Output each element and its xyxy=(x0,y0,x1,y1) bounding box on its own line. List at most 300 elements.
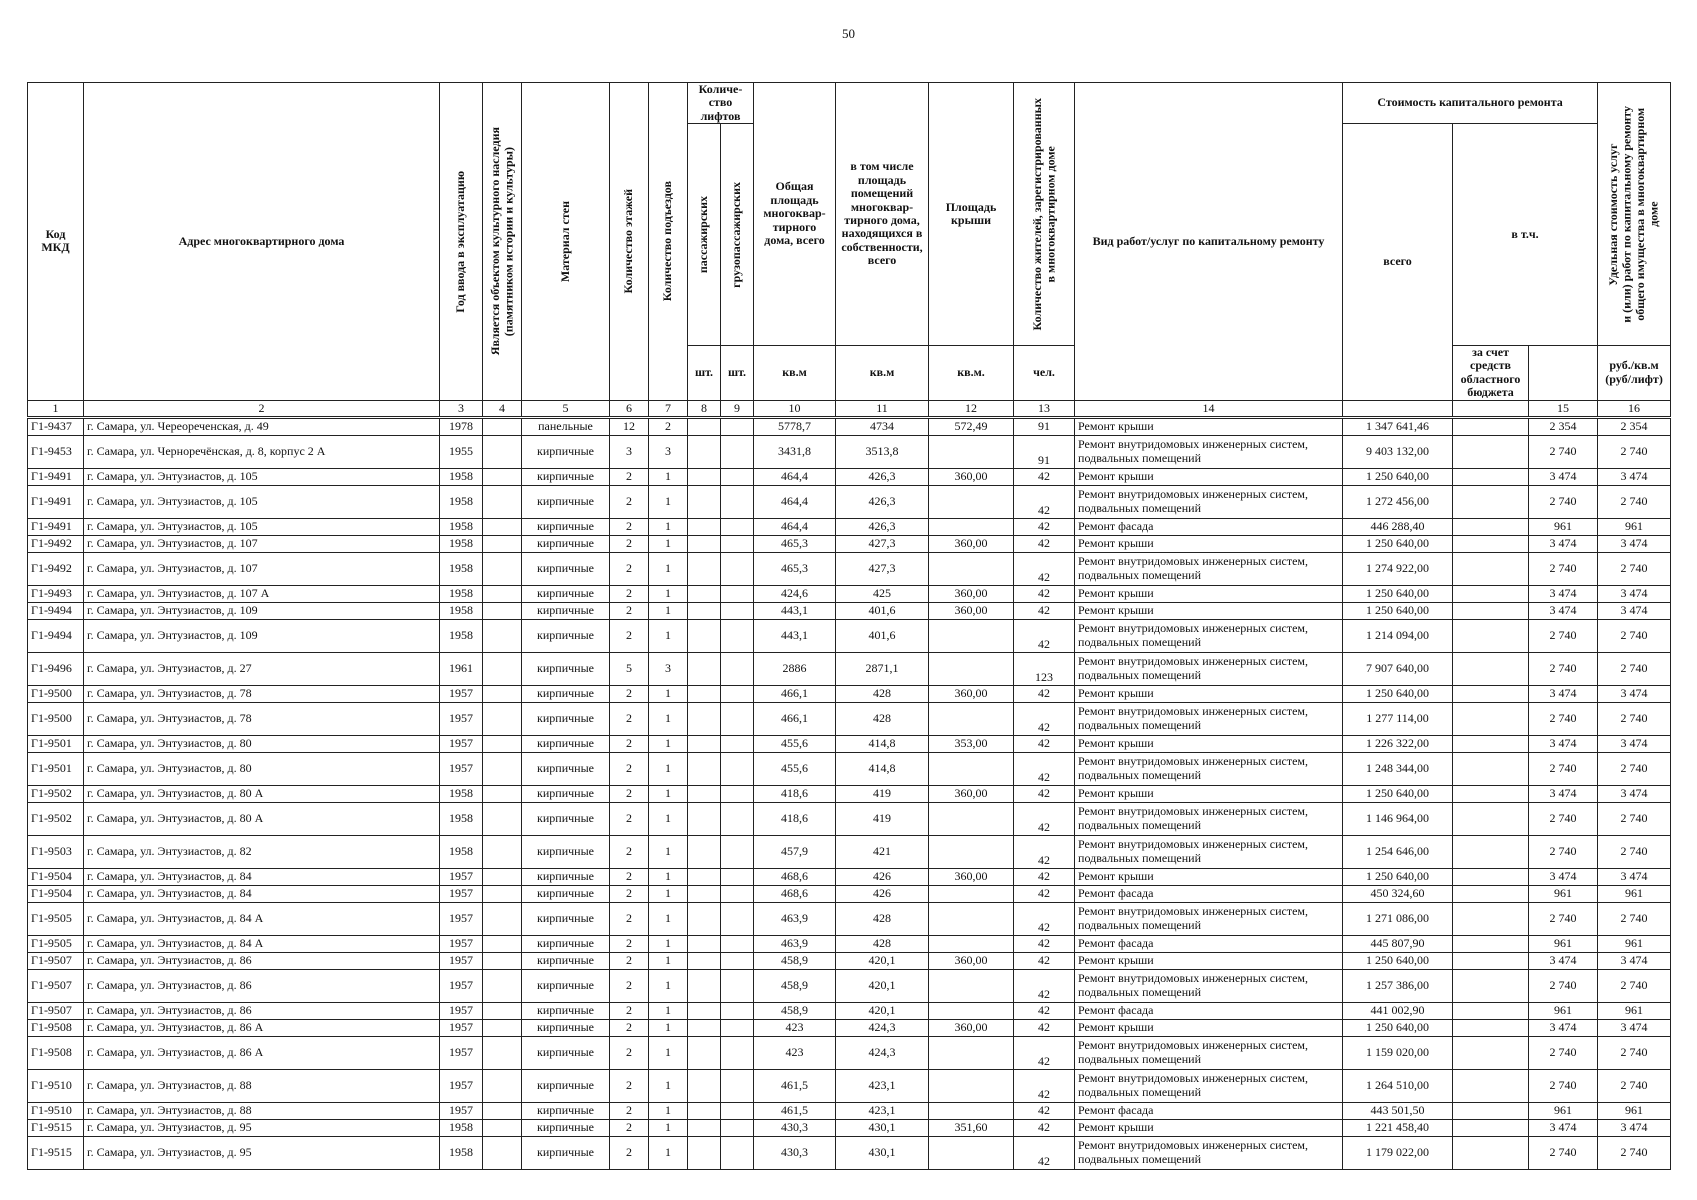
row-material: кирпичные xyxy=(522,685,610,702)
row-floors: 2 xyxy=(610,802,649,835)
row-owned-area: 401,6 xyxy=(836,602,929,619)
row-cost-total: 441 002,90 xyxy=(1343,1002,1453,1019)
row-floors: 3 xyxy=(610,435,649,468)
row-cost-total: 1 254 646,00 xyxy=(1343,835,1453,868)
row-code: Г1-9501 xyxy=(28,735,84,752)
row-entrances: 1 xyxy=(649,835,688,868)
row-lifts-pass xyxy=(688,952,721,969)
row-floors: 2 xyxy=(610,785,649,802)
row-cost-regional xyxy=(1453,1002,1529,1019)
row-floors: 2 xyxy=(610,868,649,885)
row-total-area: 430,3 xyxy=(754,1136,836,1169)
row-total-area: 424,6 xyxy=(754,585,836,602)
row-address: г. Самара, ул. Энтузиастов, д. 86 xyxy=(84,1002,440,1019)
row-residents: 42 xyxy=(1014,969,1075,1002)
row-lifts-pass xyxy=(688,902,721,935)
row-heritage xyxy=(483,1102,522,1119)
header-address: Адрес многоквартирного дома xyxy=(84,83,440,401)
row-residents: 42 xyxy=(1014,952,1075,969)
row-residents: 42 xyxy=(1014,1119,1075,1136)
row-lifts-pass xyxy=(688,735,721,752)
row-code: Г1-9504 xyxy=(28,868,84,885)
row-unit-cost: 2 740 xyxy=(1529,902,1598,935)
row-address: г. Самара, ул. Энтузиастов, д. 88 xyxy=(84,1069,440,1102)
header-lifts-cargo: грузопассажирских xyxy=(721,124,754,346)
row-code: Г1-9453 xyxy=(28,435,84,468)
row-year: 1957 xyxy=(440,952,483,969)
row-limit-cost: 3 474 xyxy=(1598,585,1671,602)
row-work-type: Ремонт крыши xyxy=(1075,735,1343,752)
row-owned-area: 414,8 xyxy=(836,752,929,785)
row-limit-cost: 2 740 xyxy=(1598,552,1671,585)
row-floors: 2 xyxy=(610,935,649,952)
row-material: кирпичные xyxy=(522,619,610,652)
row-work-type: Ремонт крыши xyxy=(1075,685,1343,702)
row-lifts-cargo xyxy=(721,585,754,602)
row-total-area: 464,4 xyxy=(754,518,836,535)
row-lifts-cargo xyxy=(721,602,754,619)
row-code: Г1-9515 xyxy=(28,1119,84,1136)
row-work-type: Ремонт внутридомовых инженерных систем, подвальных помещений xyxy=(1075,619,1343,652)
row-residents: 42 xyxy=(1014,685,1075,702)
row-lifts-cargo xyxy=(721,1036,754,1069)
row-cost-total: 1 250 640,00 xyxy=(1343,868,1453,885)
row-entrances: 1 xyxy=(649,969,688,1002)
header-lifts-pass: пассажирских xyxy=(688,124,721,346)
row-year: 1958 xyxy=(440,619,483,652)
row-roof-area: 360,00 xyxy=(929,952,1014,969)
row-code: Г1-9494 xyxy=(28,602,84,619)
row-material: кирпичные xyxy=(522,585,610,602)
row-unit-cost: 2 740 xyxy=(1529,752,1598,785)
row-roof-area: 360,00 xyxy=(929,535,1014,552)
row-lifts-pass xyxy=(688,417,721,435)
row-floors: 12 xyxy=(610,417,649,435)
row-heritage xyxy=(483,1036,522,1069)
unit-roof-area: кв.м. xyxy=(929,346,1014,401)
row-code: Г1-9507 xyxy=(28,952,84,969)
row-lifts-cargo xyxy=(721,1002,754,1019)
table-row xyxy=(28,1019,1671,1036)
row-residents: 42 xyxy=(1014,752,1075,785)
column-number: 7 xyxy=(649,400,688,417)
row-total-area: 463,9 xyxy=(754,902,836,935)
row-floors: 2 xyxy=(610,835,649,868)
row-total-area: 464,4 xyxy=(754,468,836,485)
row-heritage xyxy=(483,435,522,468)
row-unit-cost: 3 474 xyxy=(1529,952,1598,969)
row-unit-cost: 3 474 xyxy=(1529,602,1598,619)
row-address: г. Самара, ул. Энтузиастов, д. 78 xyxy=(84,685,440,702)
row-roof-area: 360,00 xyxy=(929,785,1014,802)
row-lifts-cargo xyxy=(721,619,754,652)
row-owned-area: 423,1 xyxy=(836,1102,929,1119)
row-code: Г1-9500 xyxy=(28,685,84,702)
row-lifts-cargo xyxy=(721,802,754,835)
row-lifts-pass xyxy=(688,518,721,535)
row-code: Г1-9504 xyxy=(28,885,84,902)
row-total-area: 466,1 xyxy=(754,685,836,702)
row-material: кирпичные xyxy=(522,702,610,735)
row-work-type: Ремонт фасада xyxy=(1075,1102,1343,1119)
row-roof-area xyxy=(929,619,1014,652)
row-lifts-cargo xyxy=(721,1119,754,1136)
row-residents: 42 xyxy=(1014,935,1075,952)
row-lifts-pass xyxy=(688,1069,721,1102)
column-number: 1 xyxy=(28,400,84,417)
row-floors: 2 xyxy=(610,1002,649,1019)
row-code: Г1-9500 xyxy=(28,702,84,735)
row-residents: 42 xyxy=(1014,735,1075,752)
row-address: г. Самара, ул. Энтузиастов, д. 86 xyxy=(84,969,440,1002)
row-entrances: 1 xyxy=(649,685,688,702)
row-owned-area: 419 xyxy=(836,785,929,802)
row-work-type: Ремонт внутридомовых инженерных систем, подвальных помещений xyxy=(1075,652,1343,685)
row-roof-area: 360,00 xyxy=(929,602,1014,619)
row-heritage xyxy=(483,552,522,585)
row-unit-cost: 2 740 xyxy=(1529,1036,1598,1069)
column-number: 16 xyxy=(1598,400,1671,417)
column-number: 13 xyxy=(1014,400,1075,417)
row-lifts-pass xyxy=(688,485,721,518)
row-floors: 2 xyxy=(610,1102,649,1119)
row-code: Г1-9502 xyxy=(28,802,84,835)
row-floors: 2 xyxy=(610,468,649,485)
row-limit-cost: 2 740 xyxy=(1598,485,1671,518)
row-address: г. Самара, ул. Энтузиастов, д. 105 xyxy=(84,485,440,518)
row-entrances: 1 xyxy=(649,1102,688,1119)
row-address: г. Самара, ул. Энтузиастов, д. 105 xyxy=(84,518,440,535)
row-heritage xyxy=(483,885,522,902)
header-cost-group: Стоимость капитального ремонта xyxy=(1343,83,1598,124)
column-number: 3 xyxy=(440,400,483,417)
row-work-type: Ремонт крыши xyxy=(1075,417,1343,435)
row-limit-cost: 2 740 xyxy=(1598,1069,1671,1102)
row-roof-area xyxy=(929,835,1014,868)
row-address: г. Самара, ул. Энтузиастов, д. 86 А xyxy=(84,1019,440,1036)
row-year: 1958 xyxy=(440,552,483,585)
row-address: г. Самара, ул. Энтузиастов, д. 107 xyxy=(84,552,440,585)
row-total-area: 458,9 xyxy=(754,1002,836,1019)
row-material: кирпичные xyxy=(522,1069,610,1102)
row-total-area: 418,6 xyxy=(754,802,836,835)
row-total-area: 461,5 xyxy=(754,1102,836,1119)
row-lifts-pass xyxy=(688,935,721,952)
row-roof-area xyxy=(929,1069,1014,1102)
row-floors: 2 xyxy=(610,735,649,752)
table-row xyxy=(28,735,1671,752)
row-lifts-cargo xyxy=(721,435,754,468)
header-roof-area: Площадь крыши xyxy=(929,83,1014,346)
row-total-area: 468,6 xyxy=(754,868,836,885)
header-total-area: Общая площадь многоквар-тирного дома, всего xyxy=(754,83,836,346)
row-heritage xyxy=(483,702,522,735)
row-cost-regional xyxy=(1453,685,1529,702)
row-heritage xyxy=(483,619,522,652)
row-material: кирпичные xyxy=(522,602,610,619)
row-cost-regional xyxy=(1453,485,1529,518)
row-address: г. Самара, ул. Энтузиастов, д. 109 xyxy=(84,619,440,652)
row-roof-area xyxy=(929,902,1014,935)
row-entrances: 1 xyxy=(649,952,688,969)
row-owned-area: 414,8 xyxy=(836,735,929,752)
row-residents: 42 xyxy=(1014,785,1075,802)
row-year: 1957 xyxy=(440,885,483,902)
column-number: 4 xyxy=(483,400,522,417)
table-row xyxy=(28,602,1671,619)
row-limit-cost: 3 474 xyxy=(1598,1019,1671,1036)
row-owned-area: 428 xyxy=(836,685,929,702)
row-code: Г1-9508 xyxy=(28,1036,84,1069)
row-limit-cost: 2 740 xyxy=(1598,752,1671,785)
row-residents: 42 xyxy=(1014,468,1075,485)
row-heritage xyxy=(483,1119,522,1136)
row-year: 1957 xyxy=(440,935,483,952)
row-lifts-cargo xyxy=(721,417,754,435)
unit-residents: чел. xyxy=(1014,346,1075,401)
row-unit-cost: 2 740 xyxy=(1529,619,1598,652)
row-address: г. Самара, ул. Энтузиастов, д. 84 xyxy=(84,868,440,885)
row-cost-regional xyxy=(1453,969,1529,1002)
row-cost-total: 443 501,50 xyxy=(1343,1102,1453,1119)
row-year: 1957 xyxy=(440,902,483,935)
row-material: кирпичные xyxy=(522,652,610,685)
row-cost-total: 1 248 344,00 xyxy=(1343,752,1453,785)
row-code: Г1-9491 xyxy=(28,485,84,518)
row-limit-cost: 961 xyxy=(1598,935,1671,952)
row-total-area: 461,5 xyxy=(754,1069,836,1102)
row-floors: 2 xyxy=(610,602,649,619)
row-entrances: 1 xyxy=(649,935,688,952)
row-code: Г1-9510 xyxy=(28,1102,84,1119)
row-floors: 2 xyxy=(610,752,649,785)
row-limit-cost: 3 474 xyxy=(1598,868,1671,885)
row-limit-cost: 3 474 xyxy=(1598,535,1671,552)
row-floors: 2 xyxy=(610,1019,649,1036)
row-limit-cost: 961 xyxy=(1598,1102,1671,1119)
row-material: кирпичные xyxy=(522,1036,610,1069)
row-heritage xyxy=(483,969,522,1002)
row-roof-area xyxy=(929,1136,1014,1169)
row-limit-cost: 2 740 xyxy=(1598,802,1671,835)
row-cost-total: 1 347 641,46 xyxy=(1343,417,1453,435)
header-owned-area: в том числе площадь помещений многоквар-тирного дома, находящихся в собственности, всего xyxy=(836,83,929,346)
row-work-type: Ремонт фасада xyxy=(1075,1002,1343,1019)
row-total-area: 3431,8 xyxy=(754,435,836,468)
row-entrances: 1 xyxy=(649,702,688,735)
row-cost-total: 1 277 114,00 xyxy=(1343,702,1453,735)
row-total-area: 5778,7 xyxy=(754,417,836,435)
row-cost-total: 1 272 456,00 xyxy=(1343,485,1453,518)
row-cost-total: 1 271 086,00 xyxy=(1343,902,1453,935)
row-residents: 91 xyxy=(1014,417,1075,435)
table-row xyxy=(28,835,1671,868)
row-address: г. Самара, ул. Энтузиастов, д. 84 А xyxy=(84,935,440,952)
row-unit-cost: 3 474 xyxy=(1529,535,1598,552)
row-owned-area: 421 xyxy=(836,835,929,868)
row-material: кирпичные xyxy=(522,835,610,868)
unit-total-area: кв.м xyxy=(754,346,836,401)
row-total-area: 443,1 xyxy=(754,602,836,619)
row-year: 1957 xyxy=(440,735,483,752)
row-unit-cost: 2 740 xyxy=(1529,552,1598,585)
header-unit-cost: Удельная стоимость услуг и (или) работ по капитальному ремонту общего имущества в многоквартирном доме xyxy=(1598,83,1671,346)
row-cost-regional xyxy=(1453,585,1529,602)
column-number xyxy=(1453,400,1529,417)
row-year: 1958 xyxy=(440,485,483,518)
row-unit-cost: 2 740 xyxy=(1529,702,1598,735)
capital-repair-table xyxy=(27,82,1671,1170)
row-cost-regional xyxy=(1453,752,1529,785)
row-material: кирпичные xyxy=(522,868,610,885)
table-row xyxy=(28,485,1671,518)
row-lifts-pass xyxy=(688,585,721,602)
row-work-type: Ремонт фасада xyxy=(1075,885,1343,902)
table-body xyxy=(28,400,1671,1169)
row-residents: 42 xyxy=(1014,802,1075,835)
row-cost-total: 1 264 510,00 xyxy=(1343,1069,1453,1102)
header-heritage: Является объектом культурного наследия (памятником истории и культуры) xyxy=(483,83,522,401)
table-row xyxy=(28,785,1671,802)
row-address: г. Самара, ул. Черноречёнская, д. 8, корпус 2 А xyxy=(84,435,440,468)
row-total-area: 457,9 xyxy=(754,835,836,868)
row-unit-cost: 3 474 xyxy=(1529,785,1598,802)
row-floors: 2 xyxy=(610,952,649,969)
table-row xyxy=(28,585,1671,602)
row-owned-area: 420,1 xyxy=(836,1002,929,1019)
row-floors: 2 xyxy=(610,485,649,518)
row-year: 1957 xyxy=(440,1002,483,1019)
row-total-area: 463,9 xyxy=(754,935,836,952)
row-lifts-cargo xyxy=(721,969,754,1002)
row-roof-area xyxy=(929,1036,1014,1069)
row-floors: 2 xyxy=(610,685,649,702)
row-code: Г1-9502 xyxy=(28,785,84,802)
row-roof-area xyxy=(929,485,1014,518)
row-year: 1978 xyxy=(440,417,483,435)
row-heritage xyxy=(483,602,522,619)
row-heritage xyxy=(483,1136,522,1169)
row-cost-total: 445 807,90 xyxy=(1343,935,1453,952)
row-work-type: Ремонт крыши xyxy=(1075,785,1343,802)
row-residents: 42 xyxy=(1014,535,1075,552)
row-cost-total: 1 250 640,00 xyxy=(1343,468,1453,485)
row-floors: 5 xyxy=(610,652,649,685)
column-number: 5 xyxy=(522,400,610,417)
column-number xyxy=(1343,400,1453,417)
row-floors: 2 xyxy=(610,1069,649,1102)
row-cost-regional xyxy=(1453,518,1529,535)
row-floors: 2 xyxy=(610,585,649,602)
row-work-type: Ремонт внутридомовых инженерных систем, подвальных помещений xyxy=(1075,1036,1343,1069)
row-year: 1955 xyxy=(440,435,483,468)
row-material: кирпичные xyxy=(522,485,610,518)
row-unit-cost: 3 474 xyxy=(1529,1019,1598,1036)
row-lifts-cargo xyxy=(721,735,754,752)
row-heritage xyxy=(483,802,522,835)
row-cost-total: 446 288,40 xyxy=(1343,518,1453,535)
row-year: 1958 xyxy=(440,585,483,602)
row-work-type: Ремонт крыши xyxy=(1075,602,1343,619)
row-entrances: 1 xyxy=(649,485,688,518)
row-cost-total: 1 250 640,00 xyxy=(1343,585,1453,602)
row-cost-total: 1 250 640,00 xyxy=(1343,535,1453,552)
row-floors: 2 xyxy=(610,969,649,1002)
column-number: 8 xyxy=(688,400,721,417)
row-year: 1958 xyxy=(440,835,483,868)
row-entrances: 1 xyxy=(649,1002,688,1019)
row-heritage xyxy=(483,685,522,702)
row-owned-area: 426,3 xyxy=(836,518,929,535)
column-number: 2 xyxy=(84,400,440,417)
row-lifts-pass xyxy=(688,1119,721,1136)
row-total-area: 468,6 xyxy=(754,885,836,902)
row-unit-cost: 3 474 xyxy=(1529,685,1598,702)
row-roof-area: 360,00 xyxy=(929,468,1014,485)
row-year: 1961 xyxy=(440,652,483,685)
row-owned-area: 401,6 xyxy=(836,619,929,652)
row-owned-area: 426 xyxy=(836,868,929,885)
row-total-area: 455,6 xyxy=(754,752,836,785)
row-lifts-pass xyxy=(688,435,721,468)
row-lifts-cargo xyxy=(721,485,754,518)
row-lifts-cargo xyxy=(721,902,754,935)
row-residents: 42 xyxy=(1014,1136,1075,1169)
table-row xyxy=(28,752,1671,785)
column-number: 10 xyxy=(754,400,836,417)
row-cost-total: 1 250 640,00 xyxy=(1343,602,1453,619)
row-heritage xyxy=(483,868,522,885)
row-cost-regional xyxy=(1453,1069,1529,1102)
table-row xyxy=(28,702,1671,735)
row-code: Г1-9492 xyxy=(28,552,84,585)
row-roof-area: 360,00 xyxy=(929,1019,1014,1036)
row-code: Г1-9505 xyxy=(28,902,84,935)
row-heritage xyxy=(483,468,522,485)
table-row xyxy=(28,417,1671,435)
row-material: кирпичные xyxy=(522,752,610,785)
row-cost-regional xyxy=(1453,1036,1529,1069)
row-lifts-cargo xyxy=(721,702,754,735)
column-number: 15 xyxy=(1529,400,1598,417)
row-work-type: Ремонт фасада xyxy=(1075,518,1343,535)
row-unit-cost: 3 474 xyxy=(1529,868,1598,885)
row-entrances: 1 xyxy=(649,518,688,535)
row-limit-cost: 3 474 xyxy=(1598,685,1671,702)
row-year: 1957 xyxy=(440,1102,483,1119)
row-lifts-pass xyxy=(688,552,721,585)
row-limit-cost: 3 474 xyxy=(1598,1119,1671,1136)
row-work-type: Ремонт внутридомовых инженерных систем, подвальных помещений xyxy=(1075,1069,1343,1102)
row-material: кирпичные xyxy=(522,1119,610,1136)
row-limit-cost: 2 740 xyxy=(1598,835,1671,868)
row-code: Г1-9515 xyxy=(28,1136,84,1169)
row-address: г. Самара, ул. Энтузиастов, д. 107 xyxy=(84,535,440,552)
row-year: 1958 xyxy=(440,785,483,802)
row-entrances: 1 xyxy=(649,885,688,902)
row-code: Г1-9505 xyxy=(28,935,84,952)
row-code: Г1-9491 xyxy=(28,468,84,485)
row-owned-area: 3513,8 xyxy=(836,435,929,468)
row-entrances: 1 xyxy=(649,1036,688,1069)
header-work-type: Вид работ/услуг по капитальному ремонту xyxy=(1075,83,1343,401)
row-code: Г1-9492 xyxy=(28,535,84,552)
row-year: 1957 xyxy=(440,1036,483,1069)
row-heritage xyxy=(483,835,522,868)
column-number: 9 xyxy=(721,400,754,417)
row-material: кирпичные xyxy=(522,518,610,535)
column-number: 11 xyxy=(836,400,929,417)
